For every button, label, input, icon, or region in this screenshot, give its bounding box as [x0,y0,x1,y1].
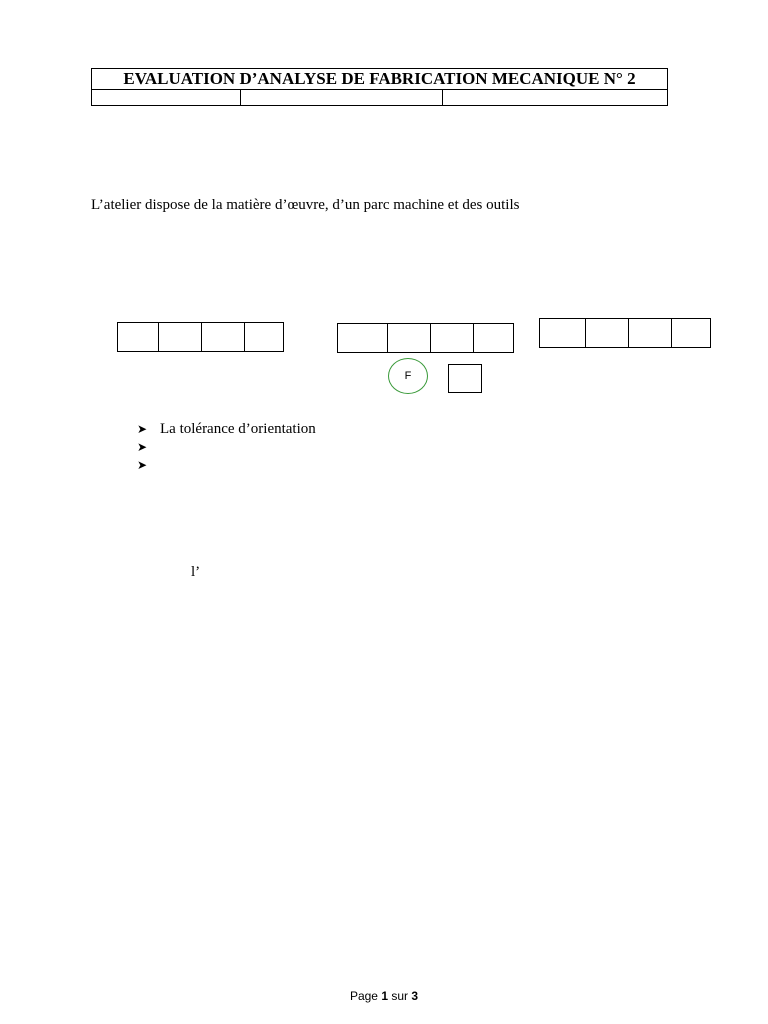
bullet-list [137,420,316,474]
frame-cell [629,319,672,347]
list-item [137,438,316,456]
text-fragment: l’ [191,564,201,580]
frame-cell [338,324,388,352]
frame-cell [388,324,431,352]
frame-cell [118,323,159,351]
footer-total-pages: 3 [411,989,419,1003]
datum-box [448,364,482,393]
arrow-bullet-icon: ➤ [137,422,148,436]
datum-letter: F [404,370,412,382]
frame-cell [474,324,513,352]
header-blank-cell-3 [443,90,668,106]
page-footer [0,989,768,1003]
frame-cell [672,319,710,347]
frame-cell [202,323,245,351]
frame-cell [245,323,283,351]
footer-current-page: 1 [381,989,388,1003]
tolerance-frame-3 [539,318,711,348]
list-item [137,420,316,438]
list-item [137,456,316,474]
tolerance-frame-2 [337,323,514,353]
tolerance-frame-1 [117,322,284,352]
footer-page-word: Page [349,989,378,1003]
header-blank-cell-1 [92,90,241,106]
arrow-bullet-icon: ➤ [137,440,148,454]
footer-of-word: sur [391,989,409,1003]
intro-text: L’atelier dispose de la matière d’œuvre, d’un parc machine et des outils [91,197,520,213]
frame-cell [159,323,202,351]
frame-cell [431,324,474,352]
frame-cell [540,319,586,347]
document-title: EVALUATION D’ANALYSE DE FABRICATION MECANIQUE N° 2 [92,69,668,90]
list-item-text: La tolérance d’orientation [160,421,316,437]
frame-cell [586,319,629,347]
datum-circle [388,358,428,394]
arrow-bullet-icon: ➤ [137,458,148,472]
header-table [91,68,668,106]
header-blank-cell-2 [241,90,443,106]
